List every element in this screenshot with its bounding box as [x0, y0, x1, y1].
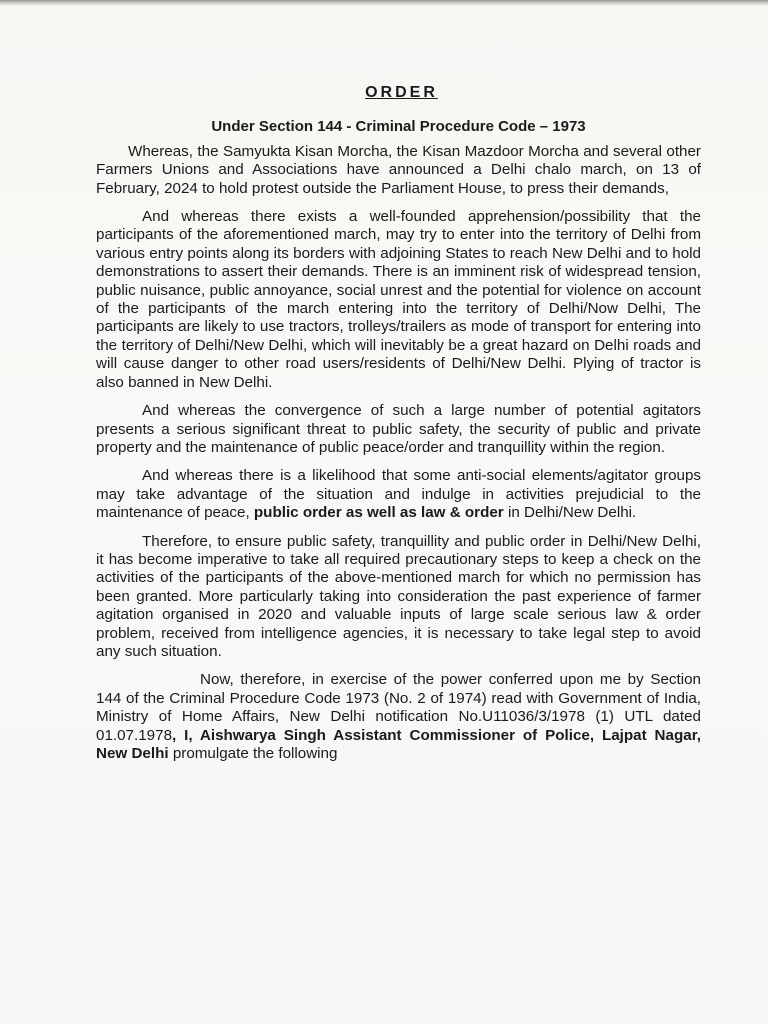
paragraph-2: And whereas there exists a well-founded apprehension/possibility that the participants of the aforementioned march, may try to enter into the territory of Delhi from various entry points along its borders with adjoining States to reach New Delhi and to hold demonstrations to assert their demands. There is an imminent risk of widespread tension, public nuisance, public annoyance, social unrest and the potential for violence on account of the participants of the march entering into the territory of Delhi/Now Delhi, The participants are likely to use tractors, trolleys/trailers as mode of transport for entering into the territory of Delhi/New Delhi, which will inevitably be a great hazard on Delhi roads and will cause danger to other road users/residents of Delhi/New Delhi. Plying of tractor is also banned in New Delhi. [96, 208, 701, 391]
paragraph-1: Whereas, the Samyukta Kisan Morcha, the Kisan Mazdoor Morcha and several other Farmers Unions and Associations have announced a Delhi chalo march, on 13 of February, 2024 to hold protest outside the Parliament House, to press their demands, [96, 142, 701, 197]
paragraph-6-text-after: promulgate the following [168, 745, 338, 762]
paragraph-4-bold-text: public order as well as law & order [253, 504, 504, 522]
document-body [96, 84, 701, 773]
paragraph-6-bold-text: , I, Aishwarya Singh Assistant Commissioner of Police, Lajpat Nagar, New Delhi [96, 726, 701, 762]
paragraph-6-text-before: Now, therefore, in exercise of the power conferred upon me by Section 144 of the Criminal Procedure Code 1973 (No. 2 of 1974) read with Government of India, Ministry of Home Affairs, New Delhi notification No.U11036/3/1978 (1) UTL dated 01.07.1978 [96, 671, 701, 744]
paragraph-4 [96, 467, 701, 522]
order-subtitle: Under Section 144 - Criminal Procedure Code – 1973 [211, 118, 586, 136]
paragraph-5: Therefore, to ensure public safety, tranquillity and public order in Delhi/New Delhi, it has become imperative to take all required precautionary steps to keep a check on the activities of the participants of the above-mentioned march for which no permission has been granted. More particularly taking into consideration the past experience of farmer agitation organised in 2020 and valuable inputs of large scale serious law & order problem, received from intelligence agencies, it is necessary to take legal step to avoid any such situation. [96, 532, 701, 660]
paragraph-6 [96, 671, 701, 763]
paragraph-4-text-before: And whereas there is a likelihood that some anti-social elements/agitator groups may take advantage of the situation and indulge in activities prejudicial to the maintenance of peace, [96, 467, 701, 522]
page-top-edge-shadow [0, 0, 768, 6]
paragraph-4-text-after: in Delhi/New Delhi. [503, 504, 637, 522]
paragraph-3: And whereas the convergence of such a large number of potential agitators presents a serious significant threat to public safety, the security of public and private property and the maintenance of public peace/order and tranquillity within the region. [96, 402, 701, 456]
order-title: ORDER [365, 84, 438, 101]
